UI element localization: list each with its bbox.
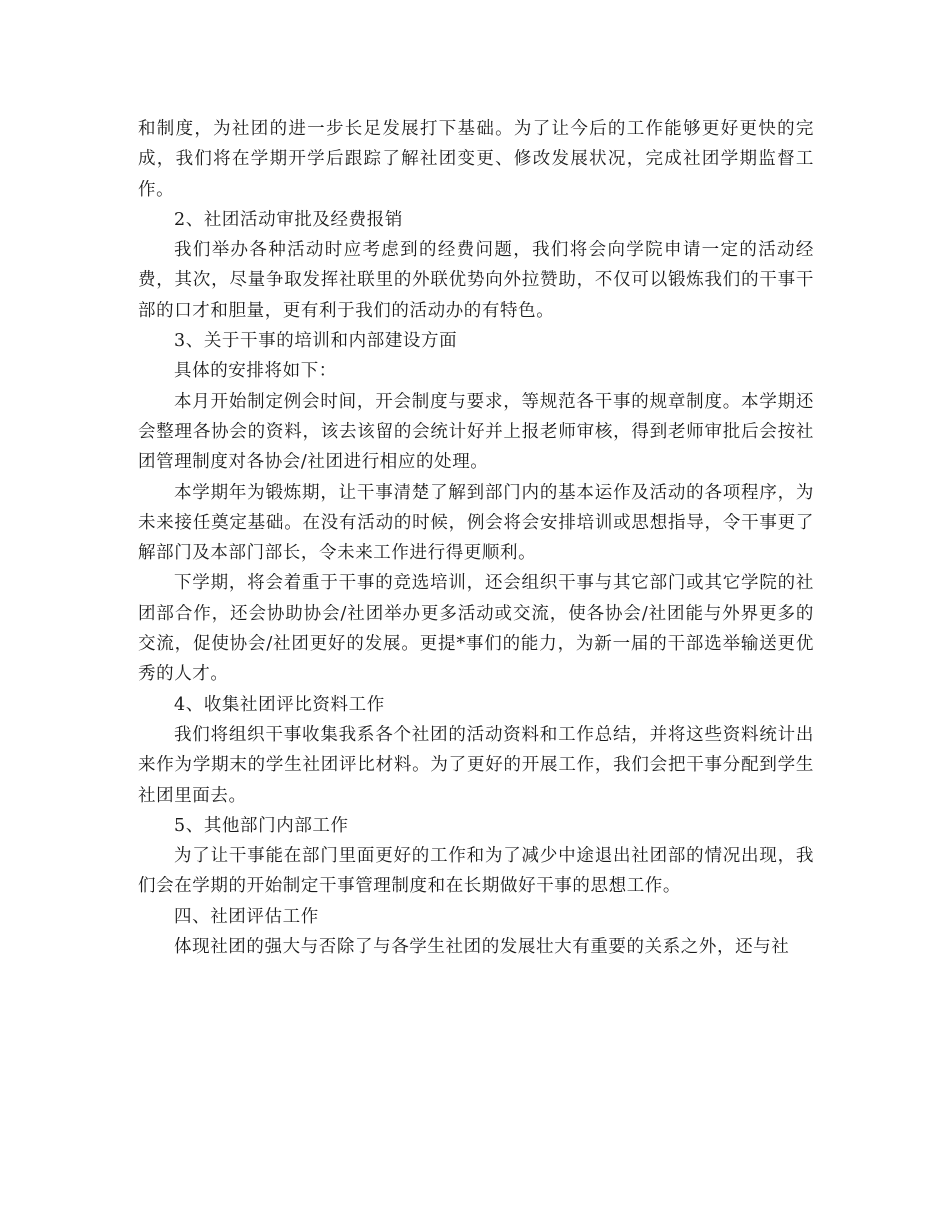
paragraph-club-assessment: 体现社团的强大与否除了与各学生社团的发展壮大有重要的关系之外，还与社 (174, 937, 790, 958)
heading-internal-work: 5、其他部门内部工作 (174, 815, 349, 836)
heading-activity-approval: 2、社团活动审批及经费报销 (174, 209, 403, 230)
paragraph-continuation: 和制度，为社团的进一步长足发展打下基础。为了让今后的工作能够更好更快的完成，我们将在学期开学后跟踪了解社团变更、修改发展状况，完成社团学期监督工作。 (138, 119, 814, 200)
paragraph-training-period: 本学期年为锻炼期，让干事清楚了解到部门内的基本运作及活动的各项程序，为未来接任奠定基础。在没有活动的时候，例会将会安排培训或思想指导，令干事更了解部门及本部门部长，令未来工作进行得更顺利。 (138, 482, 814, 564)
paragraph-collect-materials: 我们将组织干事收集我系各个社团的活动资料和工作总结，并将这些资料统计出来作为学期末的学生社团评比材料。为了更好的开展工作，我们会把干事分配到学生社团里面去。 (138, 724, 814, 806)
paragraph-funding: 我们举办各种活动时应考虑到的经费问题，我们将会向学院申请一定的活动经费，其次，尽量争取发挥社联里的外联优势向外拉赞助，不仅可以锻炼我们的干事干部的口才和胆量，更有利于我们的活动办的有特色。 (138, 240, 814, 321)
paragraph-next-term: 下学期，将会着重于干事的竞选培训，还会组织干事与其它部门或其它学院的社团部合作，还会协助协会/社团举办更多活动或交流，使各协会/社团能与外界更多的交流，促使协会/社团更好的发展。更提*事们的能力，为新一届的干部选举输送更优秀的人才。 (138, 573, 814, 685)
heading-training: 3、关于干事的培训和内部建设方面 (174, 331, 458, 352)
paragraph-meeting-rules: 本月开始制定例会时间，开会制度与要求，等规范各干事的规章制度。本学期还会整理各协会的资料，该去该留的会统计好并上报老师审核，得到老师审批后会按社团管理制度对各协会/社团进行相应的处理。 (138, 391, 814, 473)
paragraph-arrangement-intro: 具体的安排将如下： (174, 361, 337, 382)
heading-evaluation-materials: 4、收集社团评比资料工作 (174, 694, 385, 715)
document-body (138, 114, 814, 962)
paragraph-internal-work: 为了让干事能在部门里面更好的工作和为了减少中途退出社团部的情况出现，我们会在学期的开始制定干事管理制度和在长期做好干事的思想工作。 (138, 846, 814, 897)
heading-club-assessment: 四、社团评估工作 (174, 906, 319, 927)
